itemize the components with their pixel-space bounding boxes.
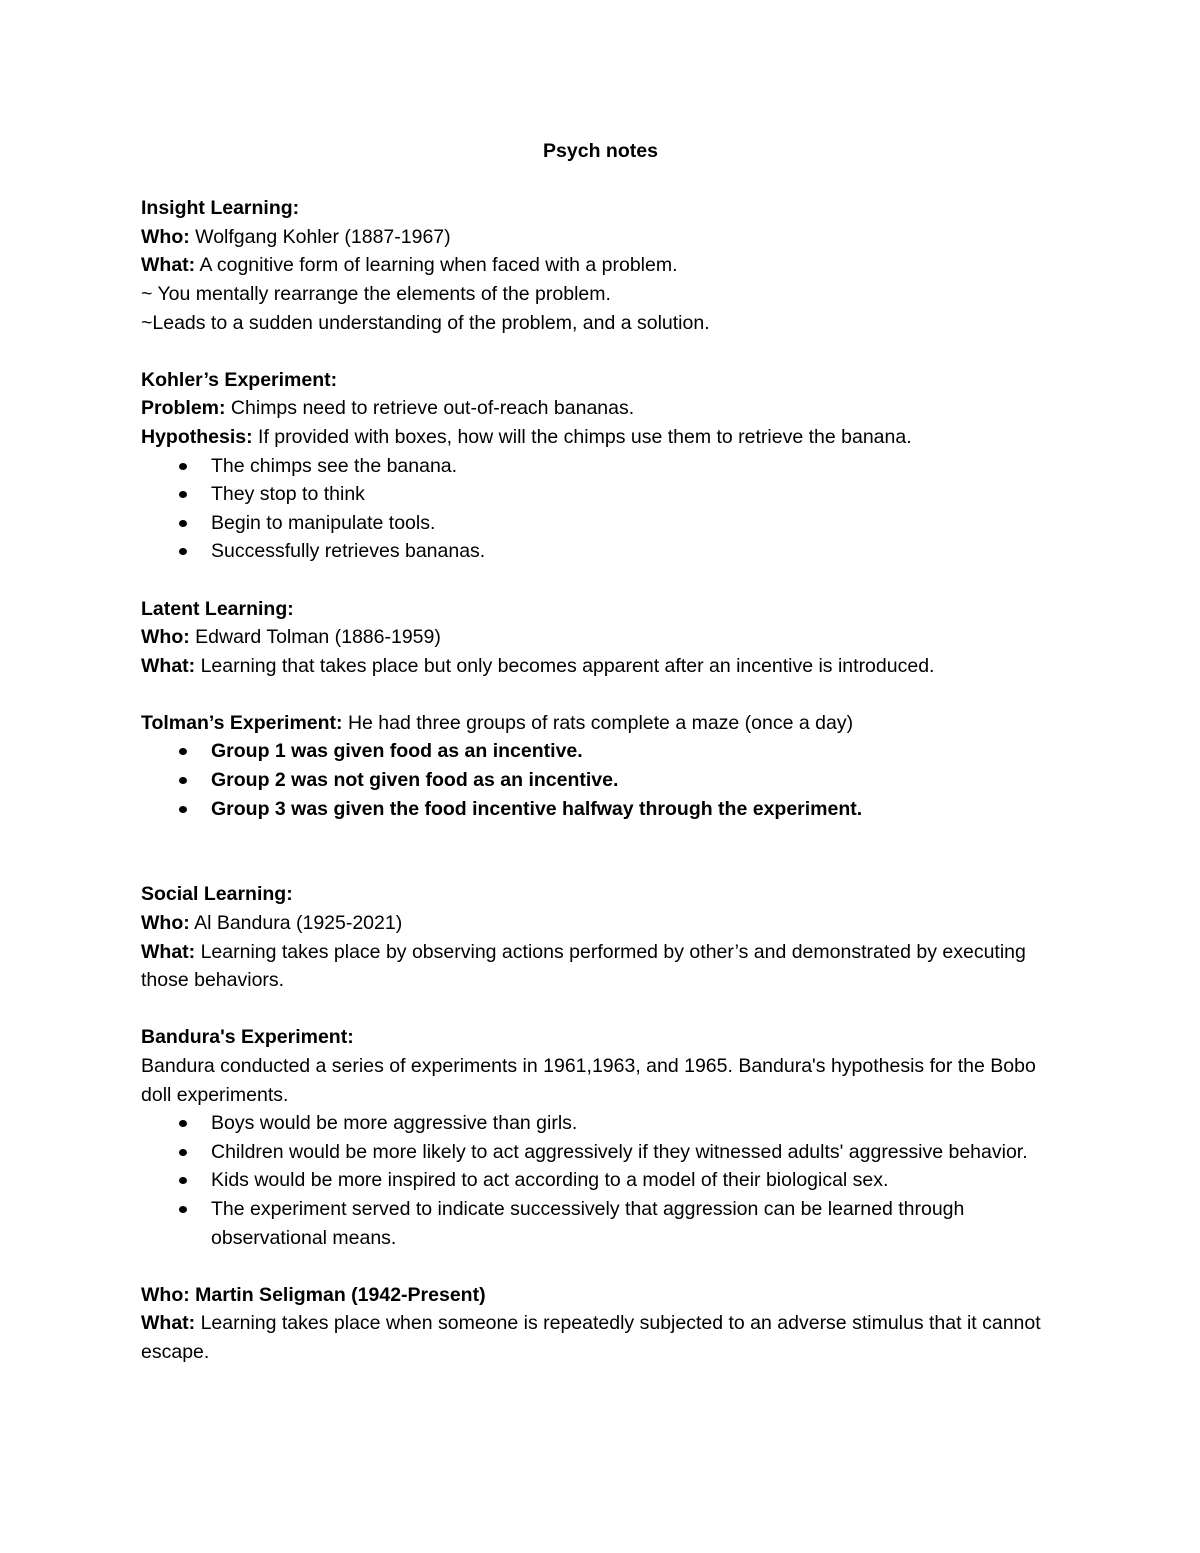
what-label: What: [141, 654, 196, 677]
section-heading: Kohler’s Experiment: [141, 368, 338, 391]
section-insight-learning [141, 194, 1060, 337]
what-text: A cognitive form of learning when faced with a problem. [195, 254, 678, 277]
bandura-intro: Bandura conducted a series of experiments in 1961,1963, and 1965. Bandura's hypothesis for the Bobo doll experiments. [141, 1055, 1042, 1106]
list-item: The chimps see the banana. [141, 452, 1060, 481]
spacer [141, 1252, 1060, 1281]
who-line: Who: Martin Seligman (1942-Present) [141, 1283, 486, 1306]
list-item: Group 2 was not given food as an incentive. [141, 766, 1060, 795]
bullet-list [141, 452, 1060, 566]
who-line [141, 909, 1060, 938]
list-item: Kids would be more inspired to act according to a model of their biological sex. [141, 1166, 1060, 1195]
what-text: Learning takes place when someone is repeatedly subjected to an adverse stimulus that it cannot escape. [141, 1312, 1047, 1363]
list-item: Begin to manipulate tools. [141, 509, 1060, 538]
section-seligman [141, 1281, 1060, 1367]
what-label: What: [141, 254, 196, 277]
bullet-list [141, 737, 1060, 823]
what-line [141, 1309, 1060, 1366]
hypothesis-label: Hypothesis: [141, 425, 253, 448]
spacer [141, 995, 1060, 1024]
tolman-intro-text: He had three groups of rats complete a maze (once a day) [342, 711, 854, 734]
problem-label: Problem: [141, 397, 226, 420]
what-line [141, 251, 1060, 280]
spacer [141, 337, 1060, 366]
section-heading: Tolman’s Experiment: [141, 711, 343, 734]
who-label: Who: [141, 626, 190, 649]
problem-text: Chimps need to retrieve out-of-reach bananas. [225, 397, 635, 420]
list-item: Successfully retrieves bananas. [141, 537, 1060, 566]
what-line [141, 938, 1060, 995]
section-bandura-experiment [141, 1023, 1060, 1252]
section-heading: Bandura's Experiment: [141, 1026, 354, 1049]
who-text: Wolfgang Kohler (1887-1967) [189, 225, 451, 248]
hypothesis-line [141, 423, 1060, 452]
list-item: The experiment served to indicate successively that aggression can be learned through observational means. [141, 1195, 1060, 1252]
list-item: Boys would be more aggressive than girls. [141, 1109, 1060, 1138]
section-tolman-experiment [141, 709, 1060, 823]
note-line: ~Leads to a sudden understanding of the problem, and a solution. [141, 311, 710, 334]
what-text: Learning that takes place but only becomes apparent after an incentive is introduced. [195, 654, 935, 677]
section-heading: Social Learning: [141, 883, 293, 906]
section-heading: Insight Learning: [141, 197, 300, 220]
who-label: Who: [141, 225, 190, 248]
section-social-learning [141, 880, 1060, 994]
list-item: Children would be more likely to act aggressively if they witnessed adults' aggressive behavior. [141, 1138, 1060, 1167]
bullet-list [141, 1109, 1060, 1252]
spacer [141, 823, 1060, 880]
who-text: Edward Tolman (1886-1959) [189, 626, 441, 649]
what-label: What: [141, 940, 196, 963]
section-heading: Latent Learning: [141, 597, 294, 620]
hypothesis-text: If provided with boxes, how will the chimps use them to retrieve the banana. [252, 425, 912, 448]
page-title: Psych notes [543, 140, 658, 162]
spacer [141, 566, 1060, 595]
tolman-intro-line [141, 709, 1060, 738]
who-text: Al Bandura (1925-2021) [189, 912, 403, 935]
list-item: They stop to think [141, 480, 1060, 509]
note-line: ~ You mentally rearrange the elements of the problem. [141, 282, 611, 305]
list-item: Group 1 was given food as an incentive. [141, 737, 1060, 766]
section-latent-learning [141, 595, 1060, 681]
what-label: What: [141, 1312, 196, 1335]
who-line [141, 623, 1060, 652]
list-item: Group 3 was given the food incentive halfway through the experiment. [141, 795, 1060, 824]
problem-line [141, 394, 1060, 423]
who-line [141, 223, 1060, 252]
section-kohler-experiment [141, 366, 1060, 566]
spacer [141, 680, 1060, 709]
what-text: Learning takes place by observing actions performed by other’s and demonstrated by executing those behaviors. [141, 940, 1032, 992]
what-line [141, 652, 1060, 681]
who-label: Who: [141, 912, 190, 935]
